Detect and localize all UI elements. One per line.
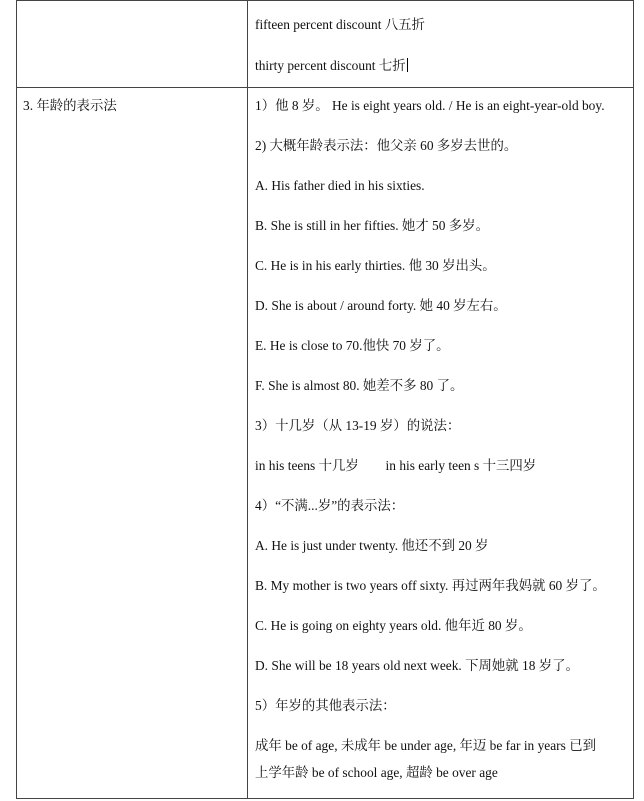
content-line: C. He is going on eighty years old. 他年近 80 岁。 [255, 618, 532, 633]
table-border-left [16, 0, 17, 799]
discount-line-fifteen: fifteen percent discount 八五折 [255, 17, 425, 32]
table-border-right [633, 0, 634, 799]
table-row-divider [16, 87, 634, 88]
discount-line-thirty-text: thirty percent discount 七折 [255, 58, 406, 73]
content-line-final: 上学年龄 be of school age, 超龄 be over age [255, 765, 498, 780]
content-line: C. He is in his early thirties. 他 30 岁出头。 [255, 258, 496, 273]
section-label: 3. 年龄的表示法 [23, 98, 117, 113]
content-line: 1）他 8 岁。 He is eight years old. / He is an eight-year-old boy. [255, 98, 605, 113]
table-border-bottom [16, 798, 634, 799]
content-line: B. My mother is two years off sixty. 再过两年我妈就 60 岁了。 [255, 578, 606, 593]
content-line: 2) 大概年龄表示法：他父亲 60 多岁去世的。 [255, 138, 518, 153]
content-line: A. His father died in his sixties. [255, 178, 425, 193]
content-line: A. He is just under twenty. 他还不到 20 岁 [255, 538, 489, 553]
content-line: D. She will be 18 years old next week. 下周她就 18 岁了。 [255, 658, 579, 673]
table-border-top [16, 0, 634, 1]
text-cursor [407, 58, 408, 72]
table-column-divider [247, 0, 248, 799]
content-line: in his teens 十几岁 in his early teen s 十三四岁 [255, 458, 537, 473]
content-line: 5）年岁的其他表示法： [255, 698, 396, 713]
content-line: F. She is almost 80. 她差不多 80 了。 [255, 378, 464, 393]
content-line-final: 成年 be of age, 未成年 be under age, 年迈 be far in years 已到 [255, 738, 596, 753]
content-line: B. She is still in her fifties. 她才 50 多岁。 [255, 218, 489, 233]
content-line: D. She is about / around forty. 她 40 岁左右。 [255, 298, 507, 313]
discount-line-thirty [255, 57, 408, 75]
content-line: 3）十几岁（从 13-19 岁）的说法： [255, 418, 461, 433]
content-line: E. He is close to 70.他快 70 岁了。 [255, 338, 450, 353]
content-line: 4）“不满...岁”的表示法： [255, 498, 405, 513]
